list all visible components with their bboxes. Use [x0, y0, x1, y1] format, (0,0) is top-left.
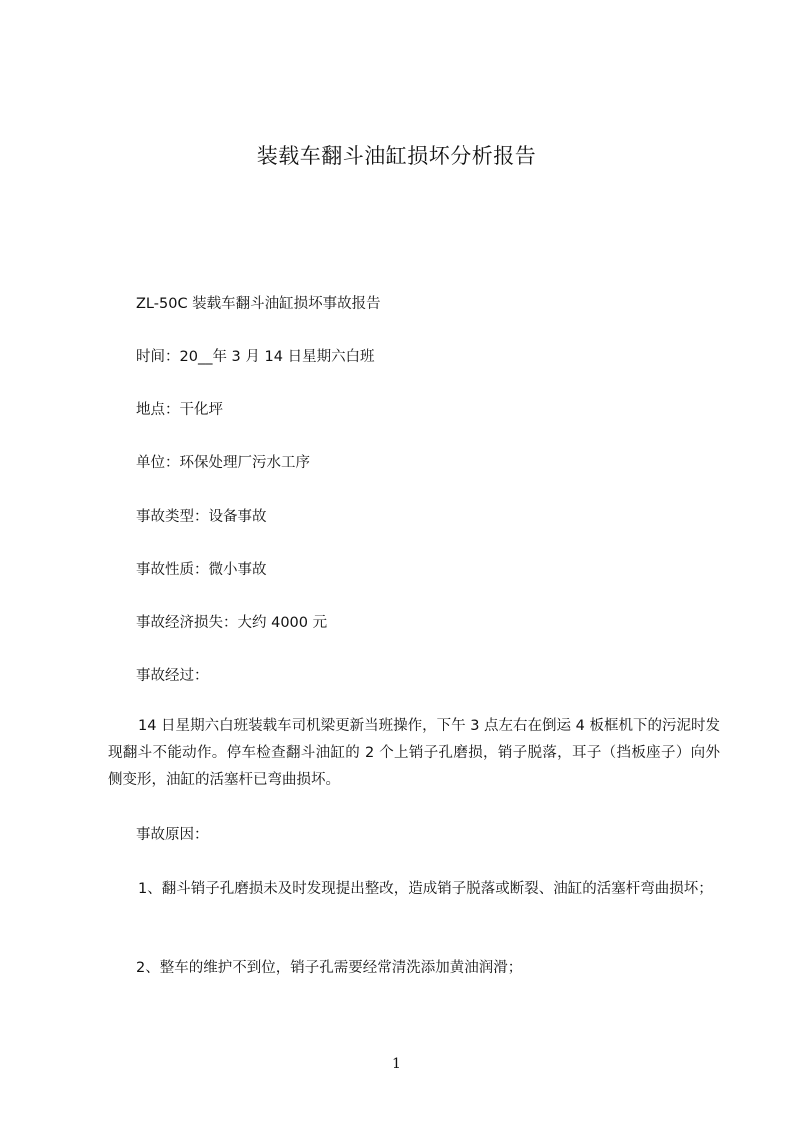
page-number: 1: [392, 1056, 401, 1072]
document-title: 装载车翻斗油缸损坏分析报告: [256, 144, 537, 168]
economic-loss-line: 事故经济损失：大约 4000 元: [136, 615, 328, 631]
cause-heading: 事故原因：: [136, 827, 209, 843]
cause-item-1: 1、翻斗销子孔磨损未及时发现提出整改，造成销子脱落或断裂、油缸的活塞杆弯曲损坏；: [138, 881, 713, 897]
accident-type-line: 事故类型：设备事故: [136, 509, 267, 525]
report-name-line: ZL-50C 装载车翻斗油缸损坏事故报告: [136, 296, 381, 312]
accident-nature-line: 事故性质：微小事故: [136, 562, 267, 578]
process-heading: 事故经过：: [136, 668, 209, 684]
cause-item-2: 2、整车的维护不到位，销子孔需要经常清洗添加黄油润滑；: [136, 960, 523, 976]
process-paragraph: 14 日星期六白班装载车司机梁更新当班操作，下午 3 点左右在倒运 4 板框机下的污泥时发现翻斗不能动作。停车检查翻斗油缸的 2 个上销子孔磨损，销子脱落，耳子（挡板座子）向外侧变形，油缸的活塞杆已弯曲损坏。: [108, 718, 720, 788]
unit-line: 单位：环保处理厂污水工序: [136, 455, 310, 471]
location-line: 地点：干化坪: [136, 402, 223, 418]
time-line: 时间：20__年 3 月 14 日星期六白班: [136, 349, 375, 365]
